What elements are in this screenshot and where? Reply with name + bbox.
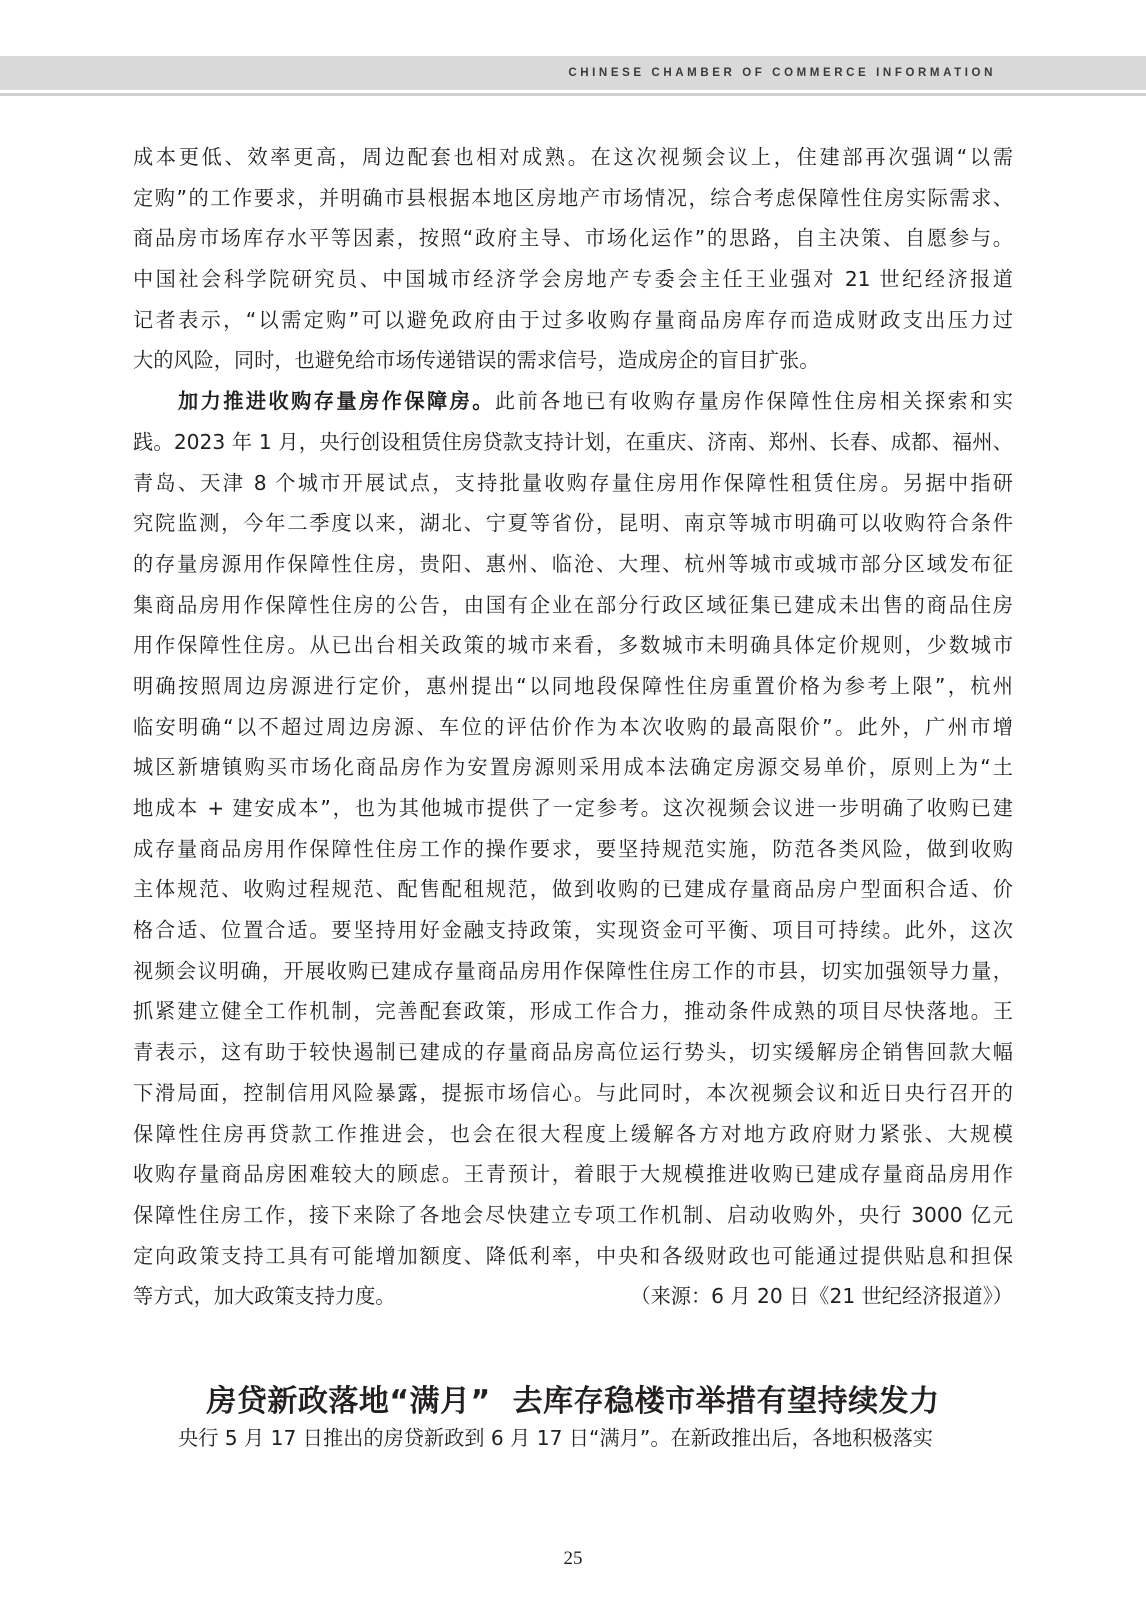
paragraph-1-line: 商品房市场库存水平等因素，按照“政府主导、市场化运作”的思路，自主决策、自愿参与。 [133,226,1013,251]
paragraph-2-line: 城区新塘镇购买市场化商品房作为安置房源则采用成本法确定房源交易单价，原则上为“土 [133,755,1013,780]
paragraph-1-line: 成本更低、效率更高，周边配套也相对成熟。在这次视频会议上，住建部再次强调“以需 [133,145,1013,169]
paragraph-2-line: 集商品房用作保障性住房的公告，由国有企业在部分行政区域征集已建成未出售的商品住房 [133,592,1013,617]
paragraph-2-line: 青岛、天津 8 个城市开展试点，支持批量收购存量住房用作保障性租赁住房。另据中指研 [133,470,1013,495]
paragraph-1 [133,137,1013,381]
paragraph-1-line: 定购”的工作要求，并明确市县根据本地区房地产市场情况，综合考虑保障性住房实际需求、 [133,185,1013,210]
paragraph-2-line: 收购存量商品房困难较大的顾虑。王青预计，着眼于大规模推进收购已建成存量商品房用作 [133,1162,1013,1187]
paragraph-1-line: 中国社会科学院研究员、中国城市经济学会房地产专委会主任王业强对 21 世纪经济报道 [133,267,1013,292]
article-title: 房贷新政落地“满月” 去库存稳楼市举措有望持续发力 [206,1384,940,1419]
paragraph-2-line: 保障性住房再贷款工作推进会，也会在很大程度上缓解各方对地方政府财力紧张、大规模 [133,1121,1013,1146]
paragraph-2-line: 视频会议明确，开展收购已建成存量商品房用作保障性住房工作的市县，切实加强领导力量， [133,958,1013,983]
paragraph-1-line: 记者表示，“以需定购”可以避免政府由于过多收购存量商品房库存而造成财政支出压力过 [133,307,1013,332]
paragraph-2-line: 地成本 + 建安成本”，也为其他城市提供了一定参考。这次视频会议进一步明确了收购已建 [133,796,1013,820]
paragraph-2-line: 下滑局面，控制信用风险暴露，提振市场信心。与此同时，本次视频会议和近日央行召开的 [133,1080,1013,1105]
paragraph-2-first-line-rest: 此前各地已有收购存量房作保障性住房相关探索和实 [494,389,1013,414]
paragraph-2-line: 临安明确“以不超过周边房源、车位的评估价作为本次收购的最高限价”。此外，广州市增 [133,714,1013,739]
paragraph-1-line: 大的风险，同时，也避免给市场传递错误的需求信号，造成房企的盲目扩张。 [133,348,820,373]
paragraph-2-line: 保障性住房工作，接下来除了各地会尽快建立专项工作机制、启动收购外，央行 3000 亿元 [133,1202,1013,1227]
paragraph-2-line: 抓紧建立健全工作机制，完善配套政策，形成工作合力，推动条件成熟的项目尽快落地。王 [133,999,1013,1024]
paragraph-2-line: 格合适、位置合适。要坚持用好金融支持政策，实现资金可平衡、项目可持续。此外，这次 [133,918,1013,943]
source-citation: （来源：6 月 20 日《21 世纪经济报道》） [630,1284,1013,1309]
paragraph-2 [133,381,1013,1317]
paragraph-2-line: 的存量房源用作保障性住房，贵阳、惠州、临沧、大理、杭州等城市或城市部分区域发布征 [133,551,1013,576]
publication-header: CHINESE CHAMBER OF COMMERCE INFORMATION [568,67,996,79]
paragraph-2-lead: 加力推进收购存量房作保障房。 [178,389,495,414]
paragraph-2-line: 成存量商品房用作保障性住房工作的操作要求，要坚持规范实施，防范各类风险，做到收购 [133,836,1013,861]
paragraph-2-first-line [133,381,1013,422]
paragraph-2-line: 主体规范、收购过程规范、配售配租规范，做到收购的已建成存量商品房户型面积合适、价 [133,877,1013,902]
header-rule [0,93,1146,96]
paragraph-2-line: 定向政策支持工具有可能增加额度、降低利率，中央和各级财政也可能通过提供贴息和担保 [133,1243,1013,1268]
paragraph-2-closing-text: 等方式，加大政策支持力度。 [133,1284,396,1309]
paragraph-2-line: 用作保障性住房。从已出台相关政策的城市来看，多数城市未明确具体定价规则，少数城市 [133,633,1013,658]
page-number: 25 [563,1548,583,1569]
paragraph-2-line: 究院监测，今年二季度以来，湖北、宁夏等省份，昆明、南京等城市明确可以收购符合条件 [133,511,1013,536]
article-body [133,137,1013,1317]
paragraph-2-last-line [133,1276,1013,1317]
article-intro: 央行 5 月 17 日推出的房贷新政到 6 月 17 日“满月”。在新政推出后，各地积极落实 [178,1426,933,1450]
paragraph-2-line: 明确按照周边房源进行定价，惠州提出“以同地段保障性住房重置价格为参考上限”，杭州 [133,673,1013,698]
paragraph-2-line: 践。2023 年 1 月，央行创设租赁住房贷款支持计划，在重庆、济南、郑州、长春、成都、福州、 [133,429,1013,454]
paragraph-2-line: 青表示，这有助于较快遏制已建成的存量商品房高位运行势头，切实缓解房企销售回款大幅 [133,1040,1013,1065]
